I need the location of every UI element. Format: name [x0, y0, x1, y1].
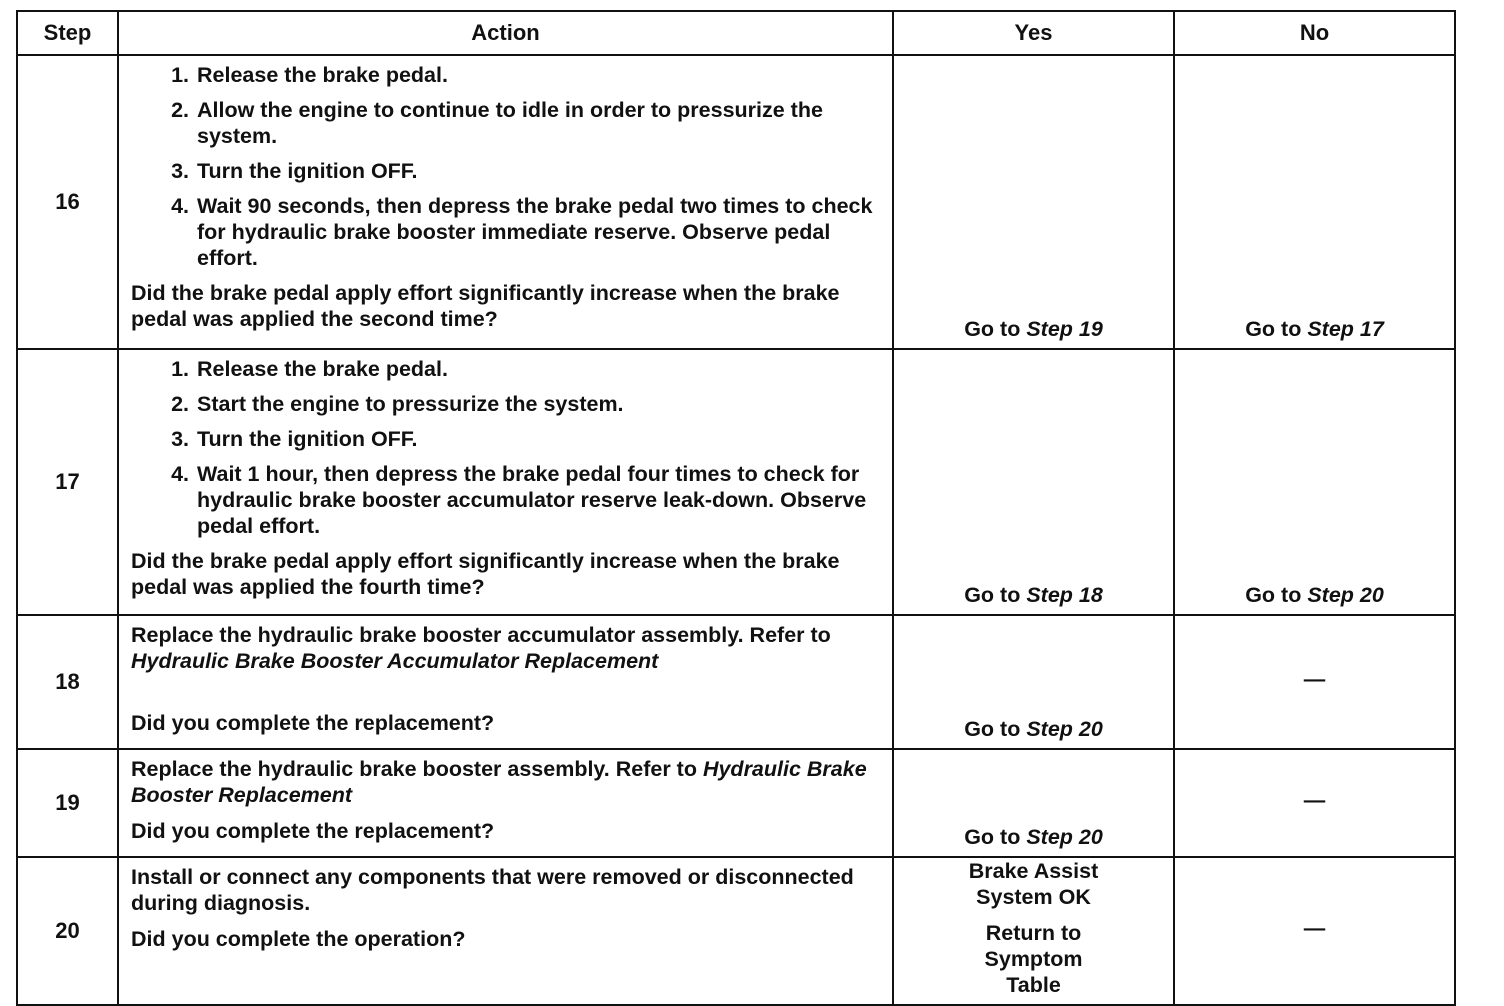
- diagnostic-table: [16, 10, 1456, 1006]
- step-number: 19: [17, 749, 118, 857]
- item-number: 1.: [171, 63, 189, 87]
- step-number: 16: [17, 55, 118, 349]
- yes-cell: [893, 615, 1174, 749]
- no-prefix: Go to: [1245, 583, 1308, 607]
- item-text: Release the brake pedal.: [197, 357, 448, 381]
- action-cell: [118, 857, 893, 1005]
- step-number: 17: [17, 349, 118, 615]
- list-item: [131, 62, 880, 88]
- item-text: Allow the engine to continue to idle in order to pressurize the system.: [197, 98, 823, 148]
- header-no: No: [1174, 11, 1455, 55]
- item-text: Wait 1 hour, then depress the brake pedal four times to check for hydraulic brake booster accumulator reserve leak-down. Observe pedal effort.: [197, 462, 867, 538]
- item-number: 4.: [171, 462, 189, 486]
- action-text: Install or connect any components that were removed or disconnected during diagnosis.: [131, 865, 854, 915]
- action-text: [131, 622, 880, 674]
- no-prefix: Go to: [1245, 317, 1308, 341]
- list-item: [131, 97, 880, 149]
- item-number: 4.: [171, 194, 189, 218]
- item-text: Turn the ignition OFF.: [197, 427, 418, 451]
- list-item: [131, 356, 880, 382]
- yes-step-link[interactable]: Step 18: [1026, 583, 1103, 607]
- instruction-text: Replace the hydraulic brake booster assembly. Refer to: [131, 757, 703, 781]
- yes-cell: [893, 857, 1174, 1005]
- item-number: 2.: [171, 392, 189, 416]
- yes-cell: [893, 749, 1174, 857]
- yes-step-link[interactable]: Step 20: [1026, 717, 1103, 741]
- table-row-step-16: [17, 55, 1455, 349]
- action-cell: [118, 349, 893, 615]
- action-cell: [118, 615, 893, 749]
- item-number: 1.: [171, 357, 189, 381]
- yes-prefix: Go to: [964, 825, 1027, 849]
- list-item: [131, 193, 880, 271]
- yes-cell: [893, 349, 1174, 615]
- list-item: [131, 391, 880, 417]
- question-text: Did you complete the replacement?: [131, 819, 495, 843]
- instruction-text: Replace the hydraulic brake booster accumulator assembly. Refer to: [131, 623, 831, 647]
- question-text: Did you complete the replacement?: [131, 711, 495, 735]
- no-step-link[interactable]: Step 17: [1307, 317, 1384, 341]
- step-number: 18: [17, 615, 118, 749]
- step-number: 20: [17, 857, 118, 1005]
- no-cell: —: [1174, 615, 1455, 749]
- reference-link[interactable]: Hydraulic Brake Booster Accumulator Replacement: [131, 649, 659, 673]
- item-number: 3.: [171, 159, 189, 183]
- header-step: Step: [17, 11, 118, 55]
- list-item: [131, 158, 880, 184]
- table-row-step-20: [17, 857, 1455, 1005]
- list-item: [131, 461, 880, 539]
- item-text: Start the engine to pressurize the system.: [197, 392, 624, 416]
- header-row: [17, 11, 1455, 55]
- no-cell: —: [1174, 749, 1455, 857]
- table-row-step-18: [17, 615, 1455, 749]
- yes-return-link[interactable]: Return to Symptom Table: [984, 921, 1083, 997]
- yes-step-link[interactable]: Step 20: [1026, 825, 1103, 849]
- item-text: Turn the ignition OFF.: [197, 159, 418, 183]
- yes-prefix: Go to: [964, 583, 1027, 607]
- list-item: [131, 426, 880, 452]
- item-number: 3.: [171, 427, 189, 451]
- action-cell: [118, 55, 893, 349]
- action-list: [131, 356, 880, 539]
- yes-result-ok: Brake Assist System OK: [968, 859, 1099, 909]
- table-row-step-19: [17, 749, 1455, 857]
- reference-link[interactable]: Hydraulic Brake Booster Replacement: [131, 757, 867, 807]
- question-text: Did the brake pedal apply effort significantly increase when the brake pedal was applied the fourth time?: [131, 549, 840, 599]
- no-cell: [1174, 349, 1455, 615]
- yes-prefix: Go to: [964, 317, 1027, 341]
- action-list: [131, 62, 880, 271]
- action-text: [131, 756, 880, 808]
- yes-cell: [893, 55, 1174, 349]
- no-cell: [1174, 55, 1455, 349]
- header-action: Action: [118, 11, 893, 55]
- table-row-step-17: [17, 349, 1455, 615]
- no-cell: —: [1174, 857, 1455, 1005]
- item-text: Release the brake pedal.: [197, 63, 448, 87]
- item-number: 2.: [171, 98, 189, 122]
- yes-prefix: Go to: [964, 717, 1027, 741]
- action-cell: [118, 749, 893, 857]
- yes-step-link[interactable]: Step 19: [1026, 317, 1103, 341]
- question-text: Did the brake pedal apply effort significantly increase when the brake pedal was applied the second time?: [131, 281, 840, 331]
- question-text: Did you complete the operation?: [131, 927, 466, 951]
- no-step-link[interactable]: Step 20: [1307, 583, 1384, 607]
- item-text: Wait 90 seconds, then depress the brake pedal two times to check for hydraulic brake booster immediate reserve. Observe pedal effort.: [197, 194, 873, 270]
- header-yes: Yes: [893, 11, 1174, 55]
